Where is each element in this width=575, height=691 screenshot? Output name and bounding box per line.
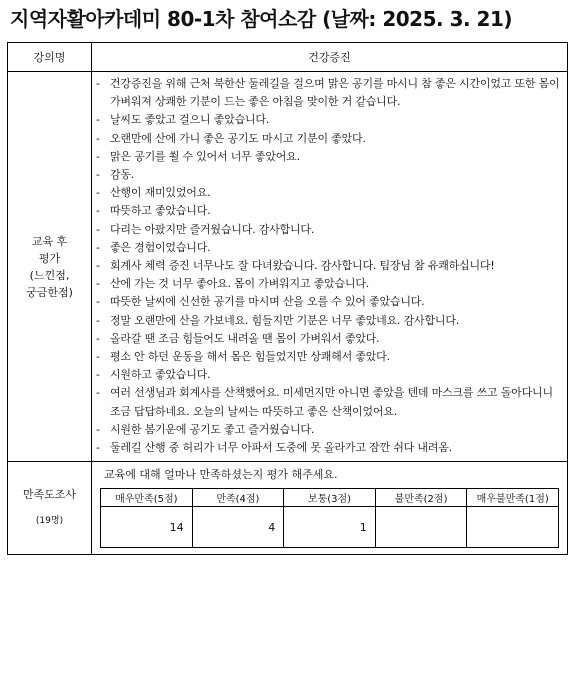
feedback-item: - 평소 안 하던 운동을 해서 몸은 힘들었지만 상쾌해서 좋았다.: [96, 348, 561, 366]
course-row: [8, 43, 568, 72]
feedback-item: - 따뜻한 날씨에 신선한 공기를 마시며 산을 오를 수 있어 좋았습니다.: [96, 293, 561, 311]
feedback-item: - 올라갈 땐 조금 힘들어도 내려올 땐 몸이 가벼워서 좋았다.: [96, 330, 561, 348]
score-value: 1: [284, 507, 376, 548]
feedback-label-line: 평가: [38, 251, 61, 265]
score-value: [375, 507, 467, 548]
feedback-item: - 여러 선생님과 회계사를 산책했어요. 미세먼지만 아니면 좋았을 텐데 마스크를 쓰고 돌아다니니 조금 답답하네요. 오늘의 날씨는 따뜻하고 좋은 산책이었어요.: [96, 384, 561, 420]
score-header: 보통(3점): [284, 489, 376, 507]
feedback-item: - 좋은 경험이었습니다.: [96, 239, 561, 257]
feedback-label: [8, 72, 92, 462]
feedback-item: - 시원한 봄기운에 공기도 좋고 즐거웠습니다.: [96, 421, 561, 439]
score-value: [467, 507, 559, 548]
course-name: 건강증진: [92, 43, 568, 72]
score-header: 만족(4점): [192, 489, 284, 507]
feedback-item: - 둘레길 산행 중 허리가 너무 아파서 도중에 못 올라가고 잠깐 쉬다 내려옴.: [96, 439, 561, 457]
survey-label-cell: [8, 462, 92, 555]
evaluation-table: [7, 42, 568, 555]
feedback-item: - 감동.: [96, 166, 561, 184]
feedback-item: - 다리는 아팠지만 즐거웠습니다. 감사합니다.: [96, 221, 561, 239]
score-table: [100, 488, 559, 548]
score-header: 불만족(2점): [375, 489, 467, 507]
feedback-list: [96, 75, 561, 457]
feedback-item: - 시원하고 좋았습니다.: [96, 366, 561, 384]
document-title: 지역자활아카데미 80-1차 참여소감 (날짜: 2025. 3. 21): [10, 7, 513, 31]
feedback-item: - 산에 가는 것 너무 좋아요. 몸이 가벼워지고 좋았습니다.: [96, 275, 561, 293]
feedback-label-line: 교육 후: [31, 234, 68, 248]
feedback-item: - 회계사 체력 증진 너무나도 잘 다녀왔습니다. 감사합니다. 팀장님 참 유쾌하십니다!: [96, 257, 561, 275]
feedback-list-cell: [92, 72, 568, 462]
feedback-item: - 건강증진을 위해 근처 북한산 둘레길을 걸으며 맑은 공기를 마시니 참 좋은 시간이었고 또한 몸이 가벼워져 상쾌한 기분이 드는 좋은 아침을 맞이한 거 같습니다.: [96, 75, 561, 111]
score-header-row: [101, 489, 559, 507]
feedback-item: - 오랜만에 산에 가니 좋은 공기도 마시고 기분이 좋았다.: [96, 130, 561, 148]
survey-label: 만족도조사: [22, 488, 77, 502]
feedback-item: - 산행이 재미있었어요.: [96, 184, 561, 202]
feedback-label-line: 궁금한점): [26, 285, 73, 299]
feedback-label-line: (느낀점,: [29, 268, 70, 282]
score-value: 4: [192, 507, 284, 548]
score-value-row: [101, 507, 559, 548]
score-header: 매우불만족(1점): [467, 489, 559, 507]
score-value: 14: [101, 507, 193, 548]
survey-row: [8, 462, 568, 555]
course-label: 강의명: [8, 43, 92, 72]
survey-question: 교육에 대해 얼마나 만족하셨는지 평가 해주세요.: [104, 468, 338, 482]
score-header: 매우만족(5점): [101, 489, 193, 507]
survey-cell: [92, 462, 568, 555]
feedback-item: - 날씨도 좋았고 걸으니 좋았습니다.: [96, 111, 561, 129]
feedback-row: [8, 72, 568, 462]
feedback-item: - 맑은 공기를 쐴 수 있어서 너무 좋았어요.: [96, 148, 561, 166]
feedback-item: - 따뜻하고 좋았습니다.: [96, 202, 561, 220]
respondent-count: (19명): [35, 516, 64, 527]
feedback-item: - 정말 오랜만에 산을 가보네요. 힘들지만 기분은 너무 좋았네요. 감사합니다.: [96, 312, 561, 330]
